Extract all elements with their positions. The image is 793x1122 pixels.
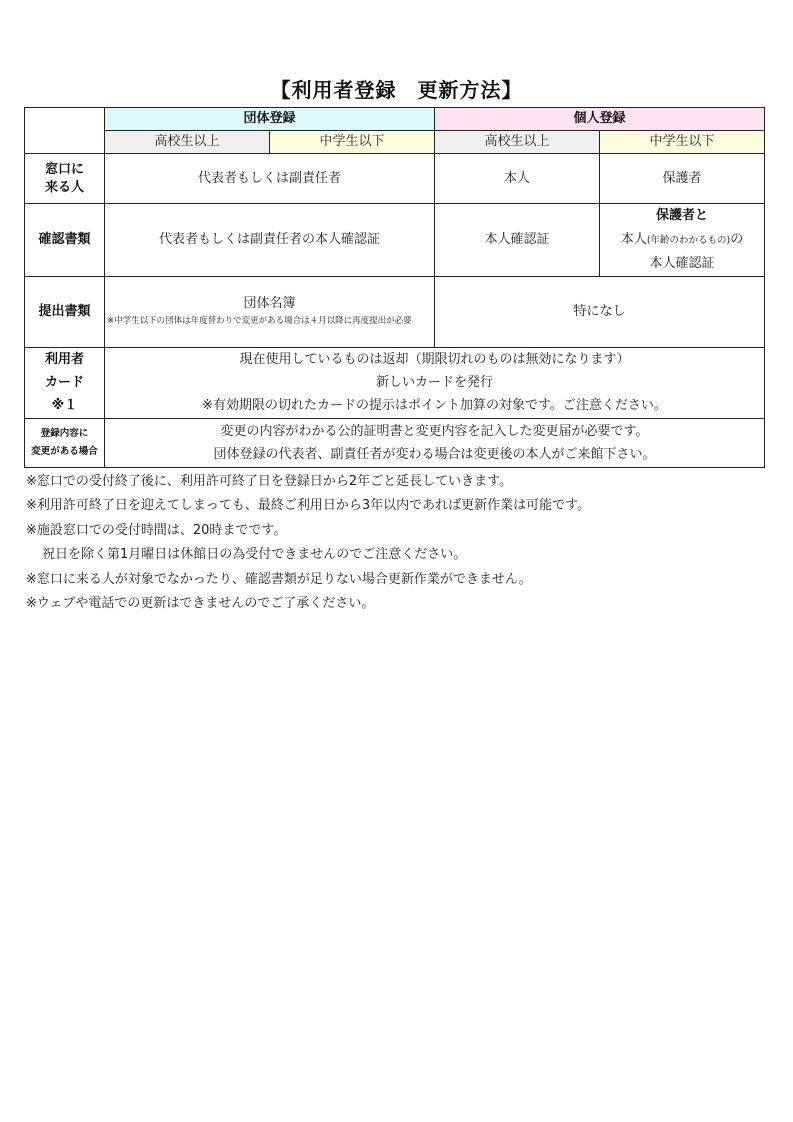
card-line: ※有効期限の切れたカードの提示はポイント加算の対象です。ご注意ください。 bbox=[202, 397, 667, 413]
kakunin-dantai: 代表者もしくは副責任者の本人確認証 bbox=[105, 204, 435, 277]
subhead-dantai-high: 高校生以上 bbox=[105, 131, 270, 154]
group-kojin-header: 個人登録 bbox=[435, 108, 765, 131]
note-item: ※窓口での受付終了後に、利用許可終了日を登録日から2年ごと延長していきます。 bbox=[26, 474, 513, 489]
card-line: 新しいカードを発行 bbox=[376, 374, 494, 390]
row-head-line: 利用者 bbox=[44, 352, 84, 368]
row-head-madoguchi bbox=[25, 154, 105, 204]
henkou-content bbox=[105, 419, 765, 468]
note-item: 祝日を除く第1月曜日は休館日の為受付できませんのでご注意ください。 bbox=[42, 547, 467, 563]
row-henkou bbox=[25, 419, 765, 468]
teishutsu-dantai-main: 団体名簿 bbox=[243, 296, 296, 312]
row-head-henkou bbox=[25, 419, 105, 468]
row-head-line: 来る人 bbox=[44, 179, 84, 195]
kakunin-junior-line1: 保護者と bbox=[656, 208, 709, 223]
madoguchi-kojin-high: 本人 bbox=[435, 154, 600, 204]
row-teishutsu bbox=[25, 277, 765, 348]
madoguchi-kojin-junior: 保護者 bbox=[600, 154, 765, 204]
subhead-kojin-junior: 中学生以下 bbox=[600, 131, 765, 154]
subhead-dantai-junior: 中学生以下 bbox=[270, 131, 435, 154]
kakunin-junior-age-note: (年齢のわかるもの) bbox=[646, 235, 731, 247]
page-title: 【利用者登録 更新方法】 bbox=[270, 78, 523, 102]
kakunin-junior-line2-b: の bbox=[730, 232, 744, 248]
subheader-row bbox=[25, 131, 765, 154]
note-item: ※窓口に来る人が対象でなかったり、確認書類が足りない場合更新作業ができません。 bbox=[26, 571, 532, 587]
row-head-line: 変更がある場合 bbox=[31, 446, 98, 458]
row-head-card bbox=[25, 348, 105, 419]
row-head-line: ※１ bbox=[51, 397, 78, 413]
row-madoguchi bbox=[25, 154, 765, 204]
note-item: ※ウェブや電話での更新はできませんのでご了承ください。 bbox=[26, 596, 375, 612]
note-item: ※利用許可終了日を迎えてしまっても、最終ご利用日から3年以内であれば更新作業は可能です。 bbox=[26, 498, 591, 514]
teishutsu-kojin: 特になし bbox=[435, 277, 765, 348]
row-head-teishutsu: 提出書類 bbox=[25, 277, 105, 348]
row-kakunin bbox=[25, 204, 765, 277]
corner-cell bbox=[25, 108, 105, 154]
group-header-row bbox=[25, 108, 765, 131]
subhead-kojin-high: 高校生以上 bbox=[435, 131, 600, 154]
card-content bbox=[105, 348, 765, 419]
row-head-line: カード bbox=[44, 374, 84, 390]
note-item: ※施設窓口での受付時間は、20時までです。 bbox=[26, 522, 287, 538]
notes-list bbox=[26, 470, 590, 616]
teishutsu-dantai bbox=[105, 277, 435, 348]
kakunin-junior-line3: 本人確認証 bbox=[649, 256, 715, 272]
row-head-line: 窓口に bbox=[44, 161, 84, 177]
henkou-line: 変更の内容がわかる公的証明書と変更内容を記入した変更届が必要です。 bbox=[220, 423, 649, 439]
renewal-table bbox=[24, 107, 765, 468]
card-line: 現在使用しているものは返却（期限切れのものは無効になります） bbox=[239, 352, 630, 368]
row-head-kakunin: 確認書類 bbox=[25, 204, 105, 277]
kakunin-junior-line2-a: 本人 bbox=[620, 232, 647, 248]
madoguchi-dantai: 代表者もしくは副責任者 bbox=[105, 154, 435, 204]
kakunin-junior-line2 bbox=[600, 228, 764, 252]
row-card bbox=[25, 348, 765, 419]
row-head-line: 登録内容に bbox=[40, 428, 89, 440]
teishutsu-dantai-note: ※中学生以下の団体は年度替わりで変更がある場合は４月以降に再度提出が必要 bbox=[107, 315, 412, 326]
henkou-line: 団体登録の代表者、副責任者が変わる場合は変更後の本人がご来館下さい。 bbox=[213, 447, 656, 463]
kakunin-kojin-high: 本人確認証 bbox=[435, 204, 600, 277]
group-dantai-header: 団体登録 bbox=[105, 108, 435, 131]
kakunin-kojin-junior bbox=[600, 204, 765, 277]
